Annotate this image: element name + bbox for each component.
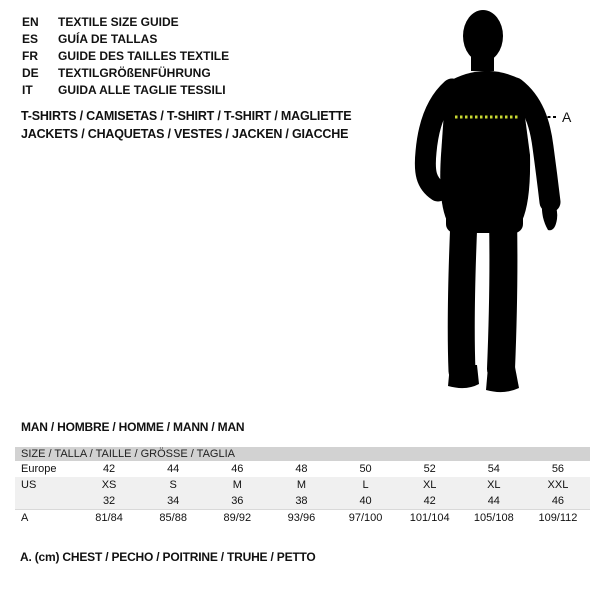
table-row-chest xyxy=(15,510,590,526)
language-code: IT xyxy=(22,82,33,97)
footnote-chest-measure: A. (cm) CHEST / PECHO / POITRINE / TRUHE / PETTO xyxy=(20,550,316,564)
language-code: ES xyxy=(22,31,39,46)
language-code: EN xyxy=(22,14,39,29)
language-code: DE xyxy=(22,65,39,80)
cell: 40 xyxy=(359,495,372,507)
language-row xyxy=(22,47,229,64)
cell: 44 xyxy=(167,463,180,475)
measure-label-a: A xyxy=(562,109,572,125)
cell: 81/84 xyxy=(95,512,123,524)
cell: XS xyxy=(101,479,117,491)
cell: 46 xyxy=(231,463,244,475)
cell: 97/100 xyxy=(348,512,383,524)
cell: 44 xyxy=(487,495,500,507)
language-row xyxy=(22,81,229,98)
section-title-man: MAN / HOMBRE / HOMME / MANN / MAN xyxy=(21,420,245,434)
cell: S xyxy=(169,479,177,491)
cell: 105/108 xyxy=(473,512,514,524)
cell: XXL xyxy=(547,479,569,491)
man-silhouette xyxy=(400,5,580,400)
cell: 109/112 xyxy=(538,512,578,524)
cell: XL xyxy=(422,479,437,491)
table-row-us xyxy=(15,477,590,493)
language-list xyxy=(22,13,229,98)
row-label: US xyxy=(21,479,37,491)
size-figure xyxy=(400,5,580,400)
language-name: TEXTILGRÖßENFÜHRUNG xyxy=(58,65,211,80)
cell: XL xyxy=(487,479,501,491)
category-line-jackets: JACKETS / CHAQUETAS / VESTES / JACKEN / GIACCHE xyxy=(21,127,349,141)
language-row xyxy=(22,30,229,47)
category-line-tshirts: T-SHIRTS / CAMISETAS / T-SHIRT / T-SHIRT / MAGLIETTE xyxy=(21,109,352,123)
cell: 32 xyxy=(102,495,116,507)
cell: 93/96 xyxy=(287,512,316,524)
cell: 52 xyxy=(423,463,436,475)
cell: 85/88 xyxy=(159,512,187,524)
cell: 42 xyxy=(423,495,436,507)
language-row xyxy=(22,13,229,30)
cell: M xyxy=(232,479,242,491)
language-name: GUIDA ALLE TAGLIE TESSILI xyxy=(58,82,226,97)
cell: 42 xyxy=(102,463,116,475)
language-name: GUÍA DE TALLAS xyxy=(58,31,158,46)
category-list xyxy=(21,107,351,143)
cell: 89/92 xyxy=(223,512,252,524)
cell: 38 xyxy=(295,495,308,507)
cell: 34 xyxy=(167,495,180,507)
language-name: TEXTILE SIZE GUIDE xyxy=(58,14,179,29)
language-row xyxy=(22,64,229,81)
cell: 54 xyxy=(487,463,500,475)
language-code: FR xyxy=(22,48,38,63)
cell: 50 xyxy=(359,463,372,475)
cell: 46 xyxy=(551,495,565,507)
cell: L xyxy=(362,479,369,491)
cell: 48 xyxy=(295,463,308,475)
cell: 101/104 xyxy=(409,512,450,524)
row-label: A xyxy=(21,512,29,524)
row-label: Europe xyxy=(21,463,57,475)
table-row-europe xyxy=(15,461,590,477)
cell: M xyxy=(296,479,307,491)
table-header: SIZE / TALLA / TAILLE / GRÖSSE / TAGLIA xyxy=(15,447,590,461)
language-name: GUIDE DES TAILLES TEXTILE xyxy=(58,48,230,63)
table-row-numeric xyxy=(15,493,590,510)
size-table xyxy=(15,447,590,526)
cell: 36 xyxy=(231,495,244,507)
cell: 56 xyxy=(551,463,565,475)
